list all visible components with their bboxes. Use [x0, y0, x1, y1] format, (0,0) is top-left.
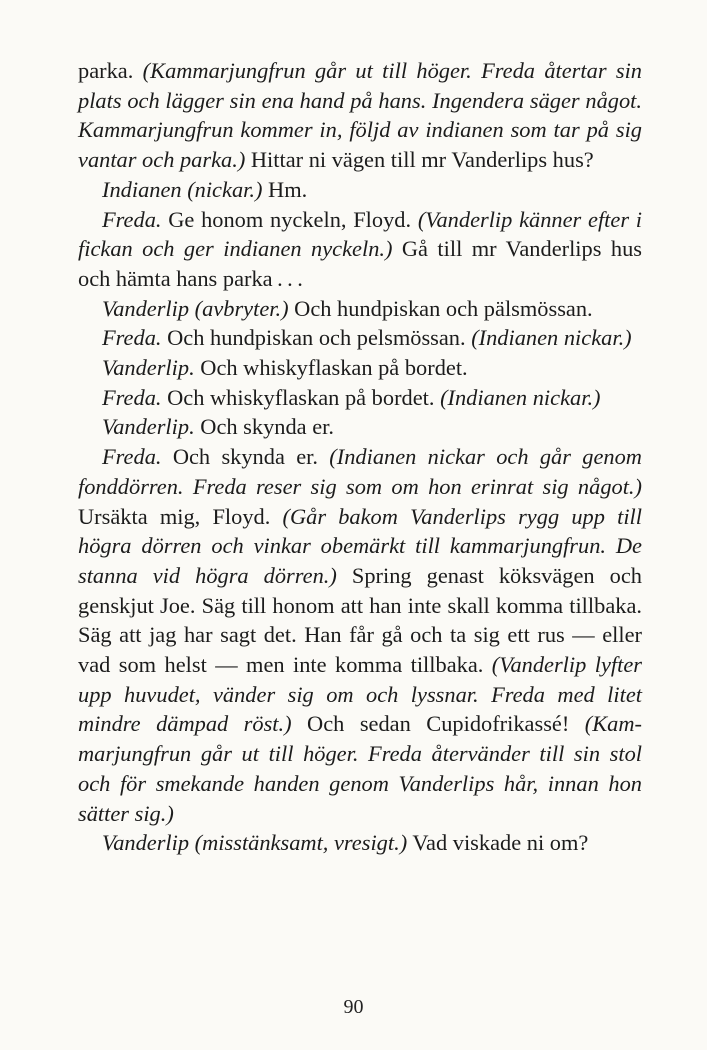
stage-direction-text: Freda.: [102, 384, 162, 410]
dialogue-text: Och whiskyflaskan på bordet.: [161, 384, 441, 410]
paragraph: [78, 175, 642, 205]
stage-direction-text: (Indianen nickar och går genom fonddörren. Freda reser sig som om hon erinrat sig något.): [78, 444, 642, 499]
dialogue-text: Och sedan Cupidofrikassé!: [291, 711, 585, 737]
stage-direction-text: (Indianen nickar.): [471, 325, 632, 351]
paragraph: [78, 56, 642, 175]
paragraph: [78, 828, 642, 858]
stage-direction-text: (Vanderlip lyfter upp huvudet, vänder sig om och lyssnar. Freda med litet mindre dämpad röst.): [78, 652, 643, 737]
paragraph: [78, 412, 642, 442]
dialogue-text: Och whiskyflaskan på bordet.: [194, 355, 468, 381]
stage-direction-text: (Vanderlip känner efter i fickan och ger indianen nyckeln.): [78, 206, 642, 262]
stage-direction-text: Indianen (nickar.): [102, 176, 263, 202]
stage-direction-text: Freda.: [102, 206, 162, 232]
dialogue-text: Och hundpiskan och pelsmössan.: [161, 325, 472, 351]
stage-direction-text: Vanderlip.: [102, 414, 195, 440]
dialogue-text: Hittar ni vägen till mr Vanderlips hus?: [245, 147, 594, 173]
stage-direction-text: Vanderlip.: [102, 355, 195, 381]
stage-direction-text: Vanderlip (misstänksamt, vresigt.): [102, 830, 408, 856]
stage-direction-text: (Indianen nickar.): [440, 384, 601, 410]
stage-direction-text: (Kammarjungfrun går ut till höger. Freda återvänder till sin stol och för smekande handen genom Vanderlips hår, innan hon sätter sig.): [78, 711, 643, 826]
stage-direction-text: Freda.: [102, 444, 162, 470]
page-body: [78, 56, 642, 858]
dialogue-text: Spring genast köksvägen och genskjut Joe. Säg till honom att han inte skall komma tillbaka. Säg att jag har sagt det. Han får gå och ta sig ett rus — eller vad som helst — men inte komma tillbaka.: [78, 562, 642, 678]
dialogue-text: Ursäkta mig, Floyd.: [78, 503, 283, 529]
stage-direction-text: Freda.: [102, 325, 162, 351]
dialogue-text: Och skynda er.: [194, 414, 334, 440]
dialogue-text: parka.: [78, 58, 143, 83]
paragraph: [78, 383, 642, 413]
stage-direction-text: (Går bakom Vanderlips rygg upp till högra dörren och vinkar obemärkt till kammarjungfrun. De stanna vid högra dörren.): [78, 503, 642, 588]
stage-direction-text: (Kammarjungfrun går ut till höger. Freda återtar sin plats och lägger sin ena hand på hans. Ingendera säger något. Kammarjungfrun kommer in, följd av indianen som tar på sig vantar och parka.): [78, 58, 643, 173]
dialogue-text: Hm.: [262, 176, 308, 202]
dialogue-text: Och skynda er.: [161, 444, 330, 470]
dialogue-text: Gå till mr Vanderlips hus och hämta hans parka . . .: [78, 236, 642, 291]
paragraph: [78, 442, 642, 828]
dialogue-text: Och hundpiskan och pälsmössan.: [288, 295, 593, 321]
paragraph: [78, 323, 642, 353]
dialogue-text: Vad viskade ni om?: [407, 830, 589, 856]
page-number: 90: [343, 996, 364, 1018]
dialogue-text: Ge honom nyckeln, Floyd.: [161, 206, 418, 232]
stage-direction-text: Vanderlip (avbryter.): [102, 295, 289, 321]
paragraph: [78, 205, 642, 294]
paragraph: [78, 353, 642, 383]
paragraph: [78, 294, 642, 324]
